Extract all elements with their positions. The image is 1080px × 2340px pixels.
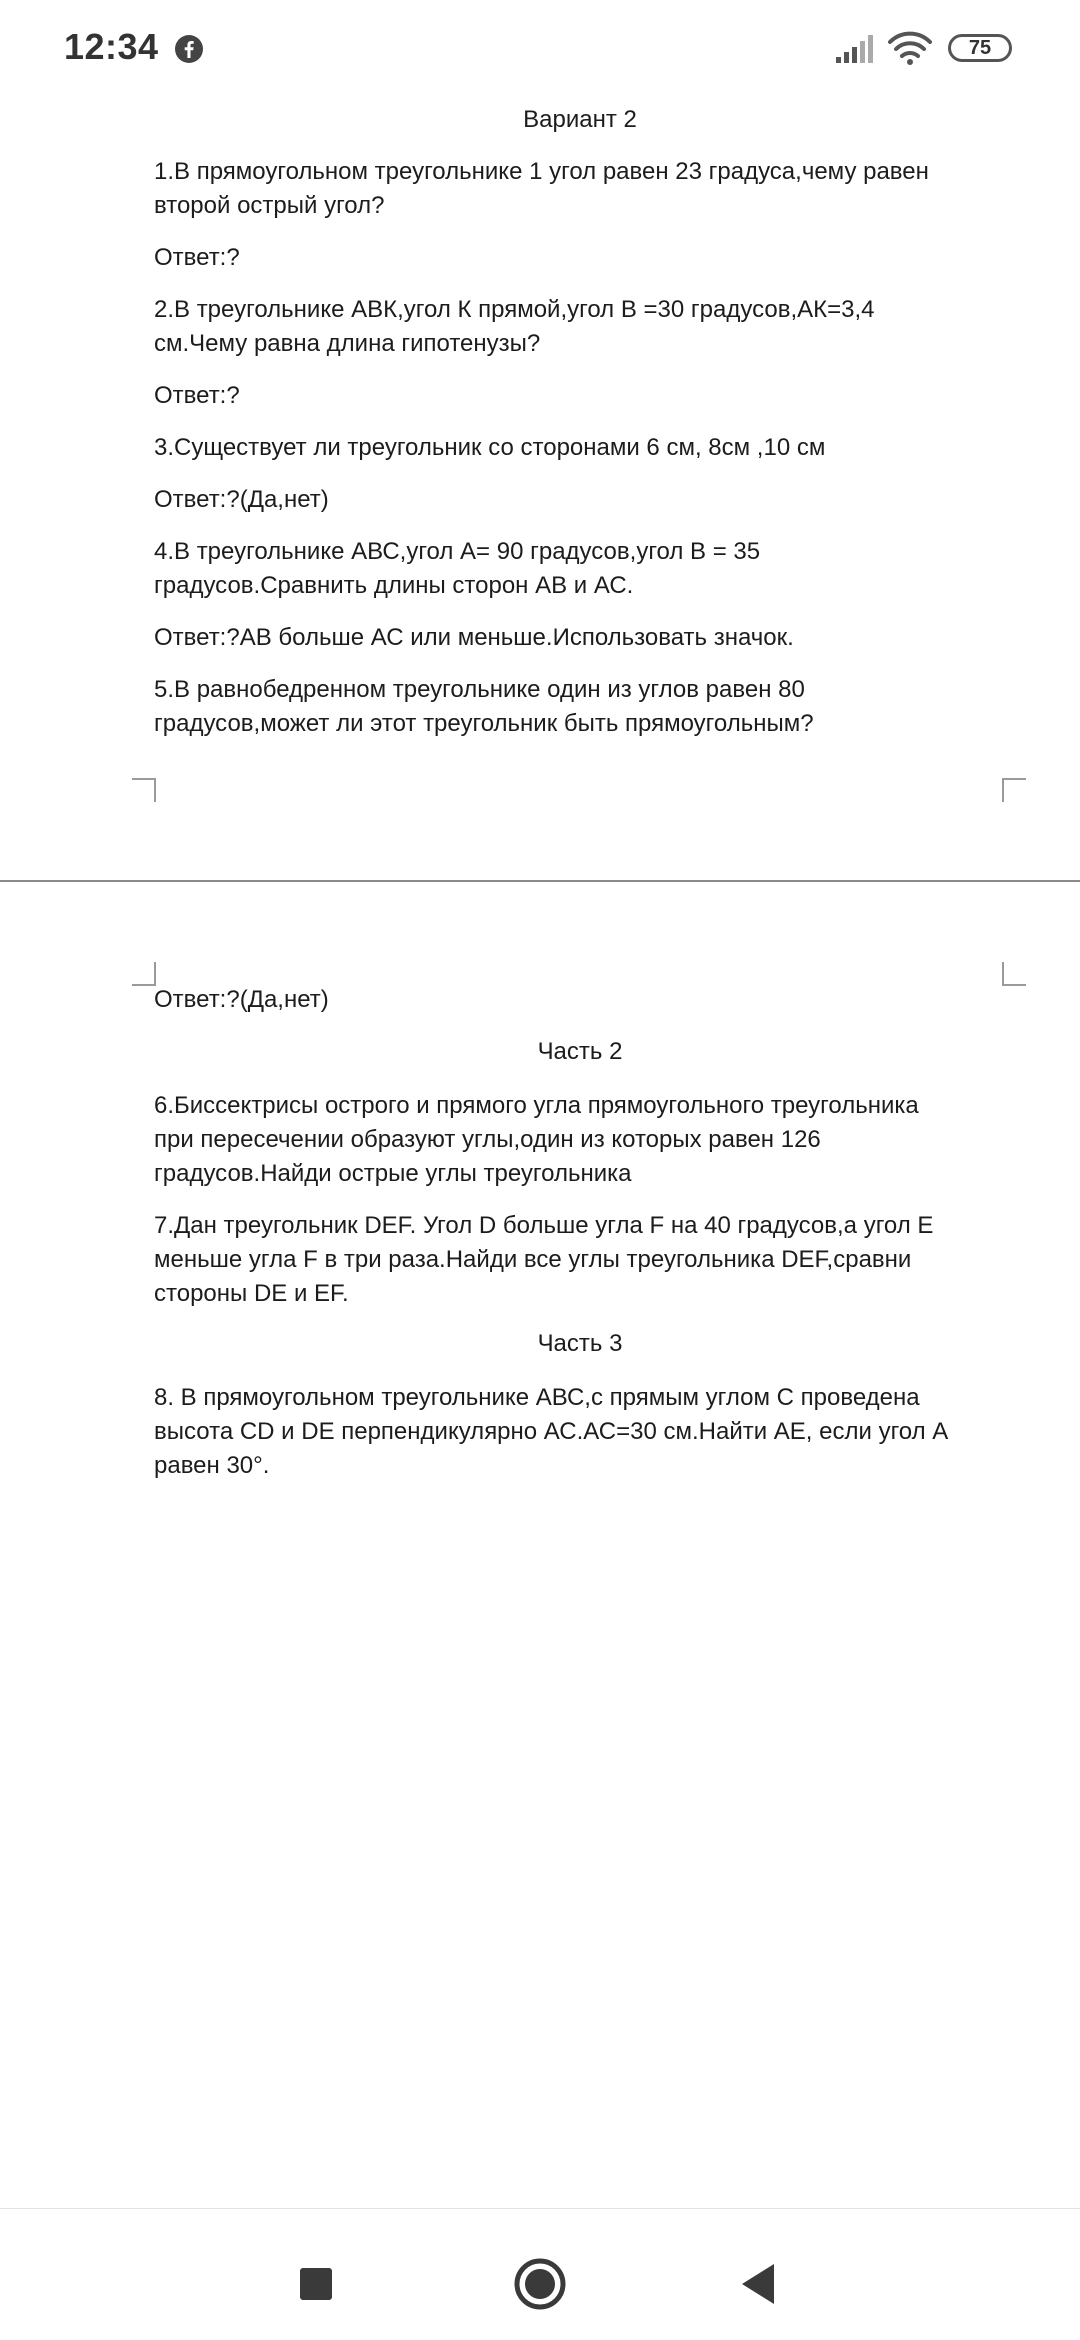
question-line: стороны DE и EF.	[154, 1280, 349, 1307]
status-time: 12:34	[64, 26, 159, 67]
recents-icon	[276, 2244, 356, 2324]
status-bar	[0, 0, 1080, 100]
answer-line: Ответ:?	[154, 382, 240, 409]
wifi-icon	[888, 30, 932, 66]
page-break-divider	[0, 880, 1080, 882]
back-icon	[720, 2244, 800, 2324]
part3-heading: Часть 3	[537, 1330, 623, 1357]
answer-line: Ответ:?АВ больше АС или меньше.Использовать значок.	[154, 624, 794, 651]
signal-icon	[834, 33, 874, 65]
question-line: 4.В треугольнике АВС,угол А= 90 градусов,угол В = 35	[154, 538, 761, 565]
question-line: при пересечении образуют углы,один из которых равен 126	[154, 1126, 821, 1153]
question-line: равен 30°.	[154, 1452, 270, 1479]
crop-mark	[132, 962, 156, 986]
question-line: градусов.Сравнить длины сторон АВ и АС.	[154, 572, 634, 599]
recents-button[interactable]	[276, 2244, 356, 2324]
question-line: 1.В прямоугольном треугольнике 1 угол равен 23 градуса,чему равен	[154, 158, 929, 185]
answer-line: Ответ:?	[154, 244, 240, 271]
facebook-icon	[174, 34, 204, 64]
crop-mark	[1002, 962, 1026, 986]
answer-line: Ответ:?(Да,нет)	[154, 986, 329, 1013]
page-title: Вариант 2	[523, 106, 637, 133]
question-line: меньше угла F в три раза.Найди все углы треугольника DEF,сравни	[154, 1246, 912, 1273]
question-line: второй острый угол?	[154, 192, 385, 219]
question-line: см.Чему равна длина гипотенузы?	[154, 330, 541, 357]
question-line: 5.В равнобедренном треугольнике один из углов равен 80	[154, 676, 805, 703]
question-line: 6.Биссектрисы острого и прямого угла прямоугольного треугольника	[154, 1092, 919, 1119]
question-line: 7.Дан треугольник DEF. Угол D больше угла F на 40 градусов,а угол Е	[154, 1212, 934, 1239]
question-line: 2.В треугольнике АВК,угол К прямой,угол В =30 градусов,АК=3,4	[154, 296, 875, 323]
nav-bar-separator	[0, 2208, 1080, 2209]
question-line: градусов.Найди острые углы треугольника	[154, 1160, 632, 1187]
question-line: 8. В прямоугольном треугольнике АВС,с прямым углом С проведена	[154, 1384, 920, 1411]
question-line: 3.Существует ли треугольник со сторонами 6 см, 8см ,10 см	[154, 434, 826, 461]
part2-heading: Часть 2	[537, 1038, 623, 1065]
crop-mark	[132, 778, 156, 802]
question-line: высота CD и DE перпендикулярно АС.АС=30 см.Найти АЕ, если угол А	[154, 1418, 949, 1445]
back-button[interactable]	[720, 2244, 800, 2324]
crop-mark	[1002, 778, 1026, 802]
answer-line: Ответ:?(Да,нет)	[154, 486, 329, 513]
home-icon	[500, 2244, 580, 2324]
battery-indicator: 75	[948, 34, 1012, 62]
home-button[interactable]	[500, 2244, 580, 2324]
question-line: градусов,может ли этот треугольник быть прямоугольным?	[154, 710, 814, 737]
